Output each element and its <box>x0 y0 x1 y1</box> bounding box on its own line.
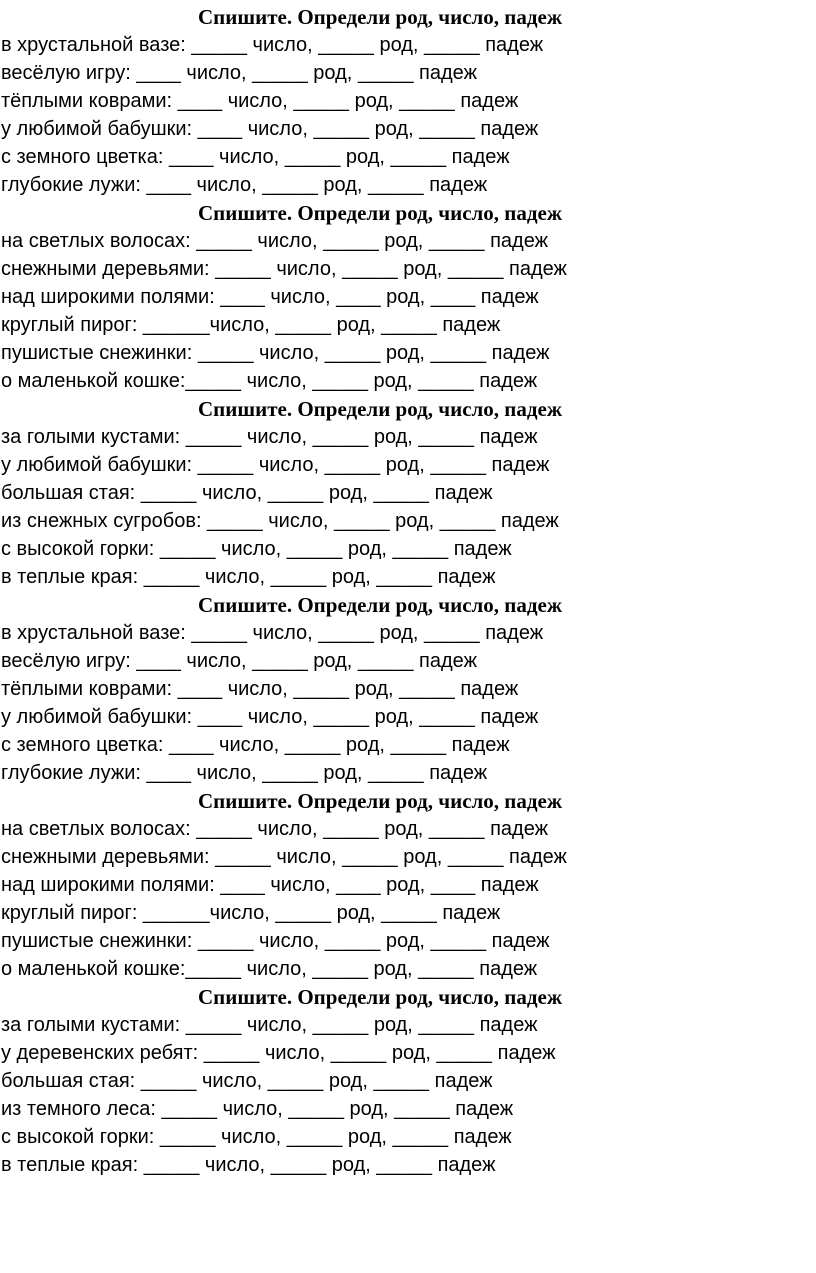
exercise-line: в теплые края: _____ число, _____ род, _____ падеж <box>1 566 496 588</box>
exercise-line: над широкими полями: ____ число, ____ род, ____ падеж <box>1 286 539 308</box>
exercise-heading: Спишите. Определи род, число, падеж <box>198 5 563 29</box>
exercise-line: о маленькой кошке:_____ число, _____ род, _____ падеж <box>1 958 538 980</box>
exercise-line: у любимой бабушки: _____ число, _____ род, _____ падеж <box>1 454 550 476</box>
exercise-line: весёлую игру: ____ число, _____ род, _____ падеж <box>1 650 477 672</box>
exercise-line: большая стая: _____ число, _____ род, _____ падеж <box>1 1070 493 1092</box>
exercise-line: в теплые края: _____ число, _____ род, _____ падеж <box>1 1154 496 1176</box>
exercise-heading: Спишите. Определи род, число, падеж <box>198 397 563 421</box>
exercise-block-6 <box>0 983 816 1179</box>
exercise-block-4 <box>0 591 816 787</box>
exercise-line: над широкими полями: ____ число, ____ род, ____ падеж <box>1 874 539 896</box>
exercise-line: снежными деревьями: _____ число, _____ род, _____ падеж <box>1 258 567 280</box>
exercise-heading: Спишите. Определи род, число, падеж <box>198 201 563 225</box>
exercise-line: с высокой горки: _____ число, _____ род, _____ падеж <box>1 538 512 560</box>
exercise-line: на светлых волосах: _____ число, _____ род, _____ падеж <box>1 818 548 840</box>
exercise-line: пушистые снежинки: _____ число, _____ род, _____ падеж <box>1 342 550 364</box>
exercise-line: снежными деревьями: _____ число, _____ род, _____ падеж <box>1 846 567 868</box>
exercise-line: у любимой бабушки: ____ число, _____ род, _____ падеж <box>1 706 539 728</box>
exercise-line: за голыми кустами: _____ число, _____ род, _____ падеж <box>1 1014 538 1036</box>
exercise-line: с высокой горки: _____ число, _____ род, _____ падеж <box>1 1126 512 1148</box>
exercise-line: тёплыми коврами: ____ число, _____ род, _____ падеж <box>1 90 519 112</box>
exercise-heading: Спишите. Определи род, число, падеж <box>198 593 563 617</box>
exercise-line: весёлую игру: ____ число, _____ род, _____ падеж <box>1 62 477 84</box>
exercise-block-2 <box>0 199 816 395</box>
exercise-line: у деревенских ребят: _____ число, _____ род, _____ падеж <box>1 1042 556 1064</box>
exercise-line: из темного леса: _____ число, _____ род, _____ падеж <box>1 1098 514 1120</box>
exercise-line: круглый пирог: ______число, _____ род, _____ падеж <box>1 314 501 336</box>
exercise-block-1 <box>0 3 816 199</box>
exercise-line: из снежных сугробов: _____ число, _____ род, _____ падеж <box>1 510 559 532</box>
exercise-line: на светлых волосах: _____ число, _____ род, _____ падеж <box>1 230 548 252</box>
exercise-line: в хрустальной вазе: _____ число, _____ род, _____ падеж <box>1 622 544 644</box>
exercise-heading: Спишите. Определи род, число, падеж <box>198 985 563 1009</box>
exercise-line: глубокие лужи: ____ число, _____ род, _____ падеж <box>1 174 488 196</box>
exercise-line: о маленькой кошке:_____ число, _____ род, _____ падеж <box>1 370 538 392</box>
exercise-heading: Спишите. Определи род, число, падеж <box>198 789 563 813</box>
exercise-line: с земного цветка: ____ число, _____ род, _____ падеж <box>1 734 510 756</box>
exercise-line: круглый пирог: ______число, _____ род, _____ падеж <box>1 902 501 924</box>
exercise-line: большая стая: _____ число, _____ род, _____ падеж <box>1 482 493 504</box>
exercise-line: с земного цветка: ____ число, _____ род, _____ падеж <box>1 146 510 168</box>
exercise-line: пушистые снежинки: _____ число, _____ род, _____ падеж <box>1 930 550 952</box>
exercise-line: у любимой бабушки: ____ число, _____ род, _____ падеж <box>1 118 539 140</box>
exercise-line: в хрустальной вазе: _____ число, _____ род, _____ падеж <box>1 34 544 56</box>
exercise-block-5 <box>0 787 816 983</box>
worksheet-page <box>0 3 816 1179</box>
exercise-line: глубокие лужи: ____ число, _____ род, _____ падеж <box>1 762 488 784</box>
exercise-line: тёплыми коврами: ____ число, _____ род, _____ падеж <box>1 678 519 700</box>
exercise-block-3 <box>0 395 816 591</box>
exercise-line: за голыми кустами: _____ число, _____ род, _____ падеж <box>1 426 538 448</box>
